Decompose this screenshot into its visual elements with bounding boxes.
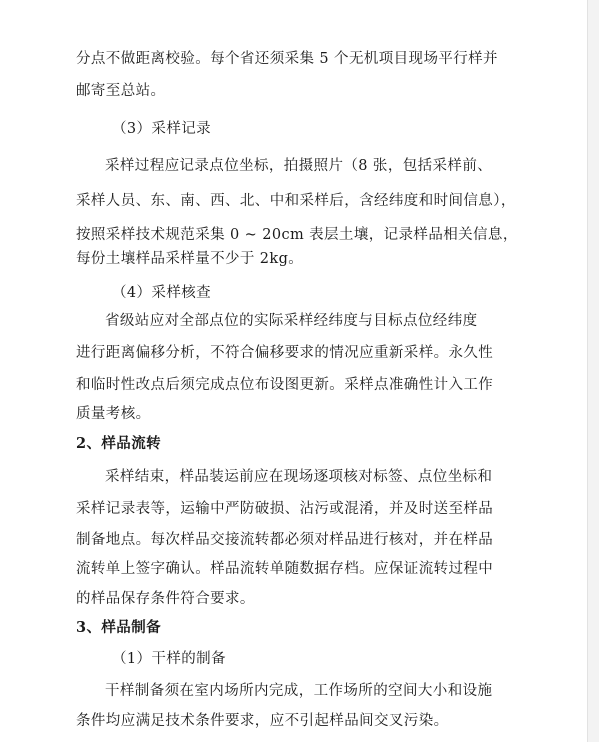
- paragraph-line: 条件均应满足技术条件要求，应不引起样品间交叉污染。: [76, 713, 449, 729]
- section-heading-sampling-record: （3）采样记录: [112, 121, 212, 137]
- section-heading-sample-preparation: 3、样品制备: [76, 619, 161, 636]
- section-heading-dry-sample: （1）干样的制备: [112, 651, 226, 667]
- paragraph-line: 制备地点。每次样品交接流转都必须对样品进行核对，并在样品: [76, 532, 494, 548]
- paragraph-line: 的样品保存条件符合要求。: [76, 591, 255, 607]
- paragraph-line: 采样过程应记录点位坐标，拍摄照片（8 张，包括采样前、: [105, 158, 493, 174]
- section-heading-sample-transfer: 2、样品流转: [76, 435, 161, 452]
- paragraph-line: 省级站应对全部点位的实际采样经纬度与目标点位经纬度: [105, 313, 478, 329]
- paragraph-line: 干样制备须在室内场所内完成，工作场所的空间大小和设施: [105, 683, 493, 699]
- paragraph-line: 和临时性改点后须完成点位布设图更新。采样点准确性计入工作: [76, 377, 494, 393]
- paragraph-line: 每份土壤样品采样量不少于 2kg。: [76, 251, 304, 267]
- paragraph-line: 邮寄至总站。: [76, 83, 166, 99]
- paragraph-line: 采样人员、东、南、西、北、中和采样后，含经纬度和时间信息），: [76, 193, 516, 209]
- section-heading-sampling-check: （4）采样核查: [112, 285, 212, 301]
- viewer-scroll-strip[interactable]: [587, 0, 599, 742]
- paragraph-line: 质量考核。: [76, 406, 151, 422]
- paragraph-line: 按照采样技术规范采集 0 ~ 20cm 表层土壤，记录样品相关信息，: [76, 227, 518, 243]
- paragraph-line: 进行距离偏移分析，不符合偏移要求的情况应重新采样。永久性: [76, 345, 494, 361]
- paragraph-line: 流转单上签字确认。样品流转单随数据存档。应保证流转过程中: [76, 561, 494, 577]
- paragraph-line: 采样记录表等，运输中严防破损、沾污或混淆，并及时送至样品: [76, 501, 494, 517]
- paragraph-line: 分点不做距离校验。每个省还须采集 5 个无机项目现场平行样并: [76, 51, 498, 67]
- paragraph-line: 采样结束，样品装运前应在现场逐项核对标签、点位坐标和: [105, 469, 493, 485]
